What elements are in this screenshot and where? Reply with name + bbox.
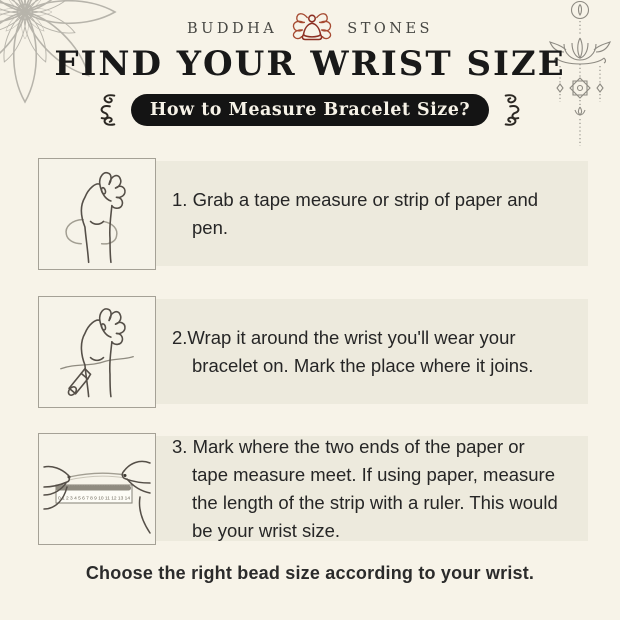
step-3-line-4: be your wrist size.	[192, 520, 341, 541]
step-1-line-1: 1. Grab a tape measure or strip of paper and	[172, 189, 539, 210]
step-2-row	[38, 296, 588, 408]
step-1-illustration-box	[38, 158, 156, 270]
step-3-row	[38, 433, 588, 545]
step-1-text	[172, 158, 586, 270]
badge-row	[0, 92, 620, 128]
step-2-text	[172, 296, 586, 408]
step-1-line-2: pen.	[192, 217, 229, 238]
curly-bracket-left-icon	[97, 92, 119, 128]
svg-text:0 1 2 3 4 5 6 7 8 9 10 11 12 1: 0 1 2 3 4 5 6 7 8 9 10 11 12 13 14	[58, 495, 131, 501]
hand-with-tape-icon	[42, 162, 152, 266]
brand-logo	[0, 10, 620, 48]
brand-name-right: STONES	[347, 21, 433, 37]
step-2-line-1: 2.Wrap it around the wrist you'll wear your	[172, 327, 516, 348]
footer-note: Choose the right bead size according to your wrist.	[85, 563, 535, 583]
step-2-line-2: bracelet on. Mark the place where it joins.	[192, 355, 534, 376]
step-3-line-1: 3. Mark where the two ends of the paper or	[172, 436, 525, 457]
how-to-measure-badge: How to Measure Bracelet Size?	[131, 94, 489, 126]
brand-name-left: BUDDHA	[187, 21, 278, 37]
step-2-illustration-box	[38, 296, 156, 408]
page-title: FIND YOUR WRIST SIZE	[54, 44, 566, 84]
step-3-line-2: tape measure meet. If using paper, measure	[192, 464, 556, 485]
step-3-line-3: the length of the strip with a ruler. This would	[192, 492, 558, 513]
hands-with-ruler-icon	[42, 437, 152, 541]
step-3-text	[172, 433, 586, 545]
step-3-illustration-box	[38, 433, 156, 545]
lotus-meditation-icon	[287, 10, 337, 48]
hand-with-pen-icon	[42, 300, 152, 404]
steps-list	[38, 158, 588, 571]
step-1-row	[38, 158, 588, 270]
curly-bracket-right-icon	[501, 92, 523, 128]
